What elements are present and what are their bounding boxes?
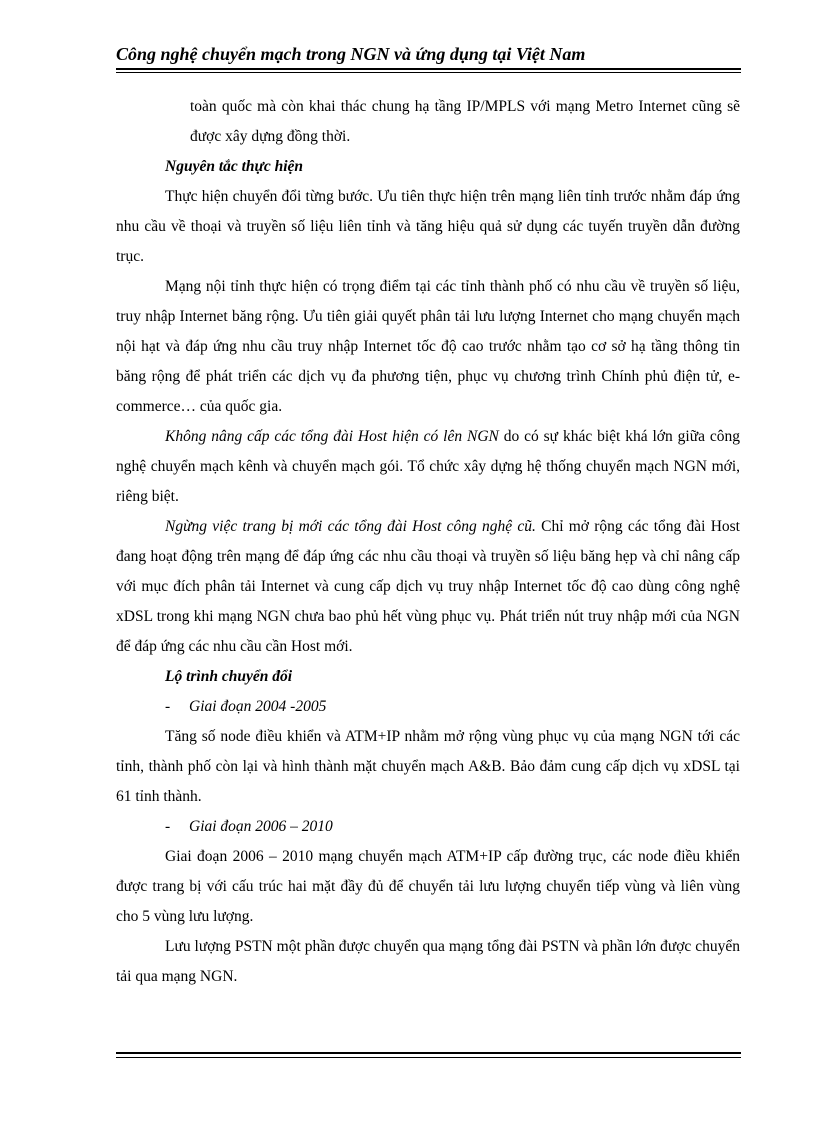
paragraph-text: do có sự khác biệt khá lớn giữa công nghệ chuyển mạch kênh và chuyển mạch gói. Tổ chức xây dựng hệ thống chuyển mạch NGN mới, riêng biệt. <box>116 428 740 505</box>
emphasis-text: Không nâng cấp các tổng đài Host hiện có lên NGN <box>165 428 499 445</box>
paragraph <box>116 512 740 662</box>
paragraph: Lưu lượng PSTN một phần được chuyển qua mạng tổng đài PSTN và phần lớn được chuyển tải qua mạng NGN. <box>116 938 740 985</box>
header-divider-thin <box>116 72 741 73</box>
paragraph: Giai đoạn 2006 – 2010 mạng chuyển mạch ATM+IP cấp đường trục, các node điều khiển được trang bị với cấu trúc hai mặt đầy đủ để chuyển tải lưu lượng chuyển tiếp vùng và liên vùng cho 5 vùng lưu lượng. <box>116 848 740 925</box>
list-item <box>116 692 740 722</box>
footer-divider <box>116 1052 741 1054</box>
paragraph: Thực hiện chuyển đổi từng bước. Ưu tiên thực hiện trên mạng liên tỉnh trước nhằm đáp ứng nhu cầu về thoại và truyền số liệu liên tỉnh và tăng hiệu quả sử dụng các tuyến truyền dẫn đường trục. <box>116 188 740 265</box>
footer-divider-thin <box>116 1057 741 1058</box>
dash-bullet: - <box>165 698 171 715</box>
emphasis-text: Ngừng việc trang bị mới các tổng đài Host công nghệ cũ. <box>165 518 536 535</box>
paragraph-continuation: toàn quốc mà còn khai thác chung hạ tầng IP/MPLS với mạng Metro Internet cũng sẽ được xây dựng đồng thời. <box>190 98 740 145</box>
header-divider <box>116 68 741 70</box>
list-item <box>116 812 740 842</box>
list-item-text: Giai đoạn 2006 – 2010 <box>189 818 333 835</box>
section-heading-principles: Nguyên tắc thực hiện <box>165 158 304 175</box>
section-heading-roadmap: Lộ trình chuyển đổi <box>165 668 293 685</box>
dash-bullet: - <box>165 818 171 835</box>
page-header-title: Công nghệ chuyển mạch trong NGN và ứng dụng tại Việt Nam <box>116 44 586 64</box>
paragraph <box>116 422 740 512</box>
paragraph: Tăng số node điều khiển và ATM+IP nhằm mở rộng vùng phục vụ của mạng NGN tới các tỉnh, thành phố còn lại và hình thành mặt chuyển mạch A&B. Bảo đảm cung cấp dịch vụ xDSL tại 61 tỉnh thành. <box>116 728 740 805</box>
list-item-text: Giai đoạn 2004 -2005 <box>189 698 327 715</box>
paragraph-text: Chỉ mở rộng các tổng đài Host đang hoạt động trên mạng để đáp ứng các nhu cầu thoại và truyền số liệu băng hẹp và chỉ nâng cấp với mục đích phân tải Internet và cung cấp dịch vụ truy nhập Internet tốc độ cao dùng công nghệ xDSL trong khi mạng NGN chưa bao phủ hết vùng phục vụ. Phát triển nút truy nhập mới của NGN để đáp ứng các nhu cầu cần Host mới. <box>116 518 740 655</box>
document-body <box>116 92 740 992</box>
paragraph: Mạng nội tỉnh thực hiện có trọng điểm tại các tỉnh thành phố có nhu cầu về truyền số liệu, truy nhập Internet băng rộng. Ưu tiên giải quyết phân tải lưu lượng Internet cho mạng chuyển mạch nội hạt và đáp ứng nhu cầu truy nhập Internet tốc độ cao trước nhằm tạo cơ sở hạ tầng thông tin băng rộng để phát triển các dịch vụ đa phương tiện, phục vụ chương trình Chính phủ điện tử, e-commerce… của quốc gia. <box>116 278 740 415</box>
